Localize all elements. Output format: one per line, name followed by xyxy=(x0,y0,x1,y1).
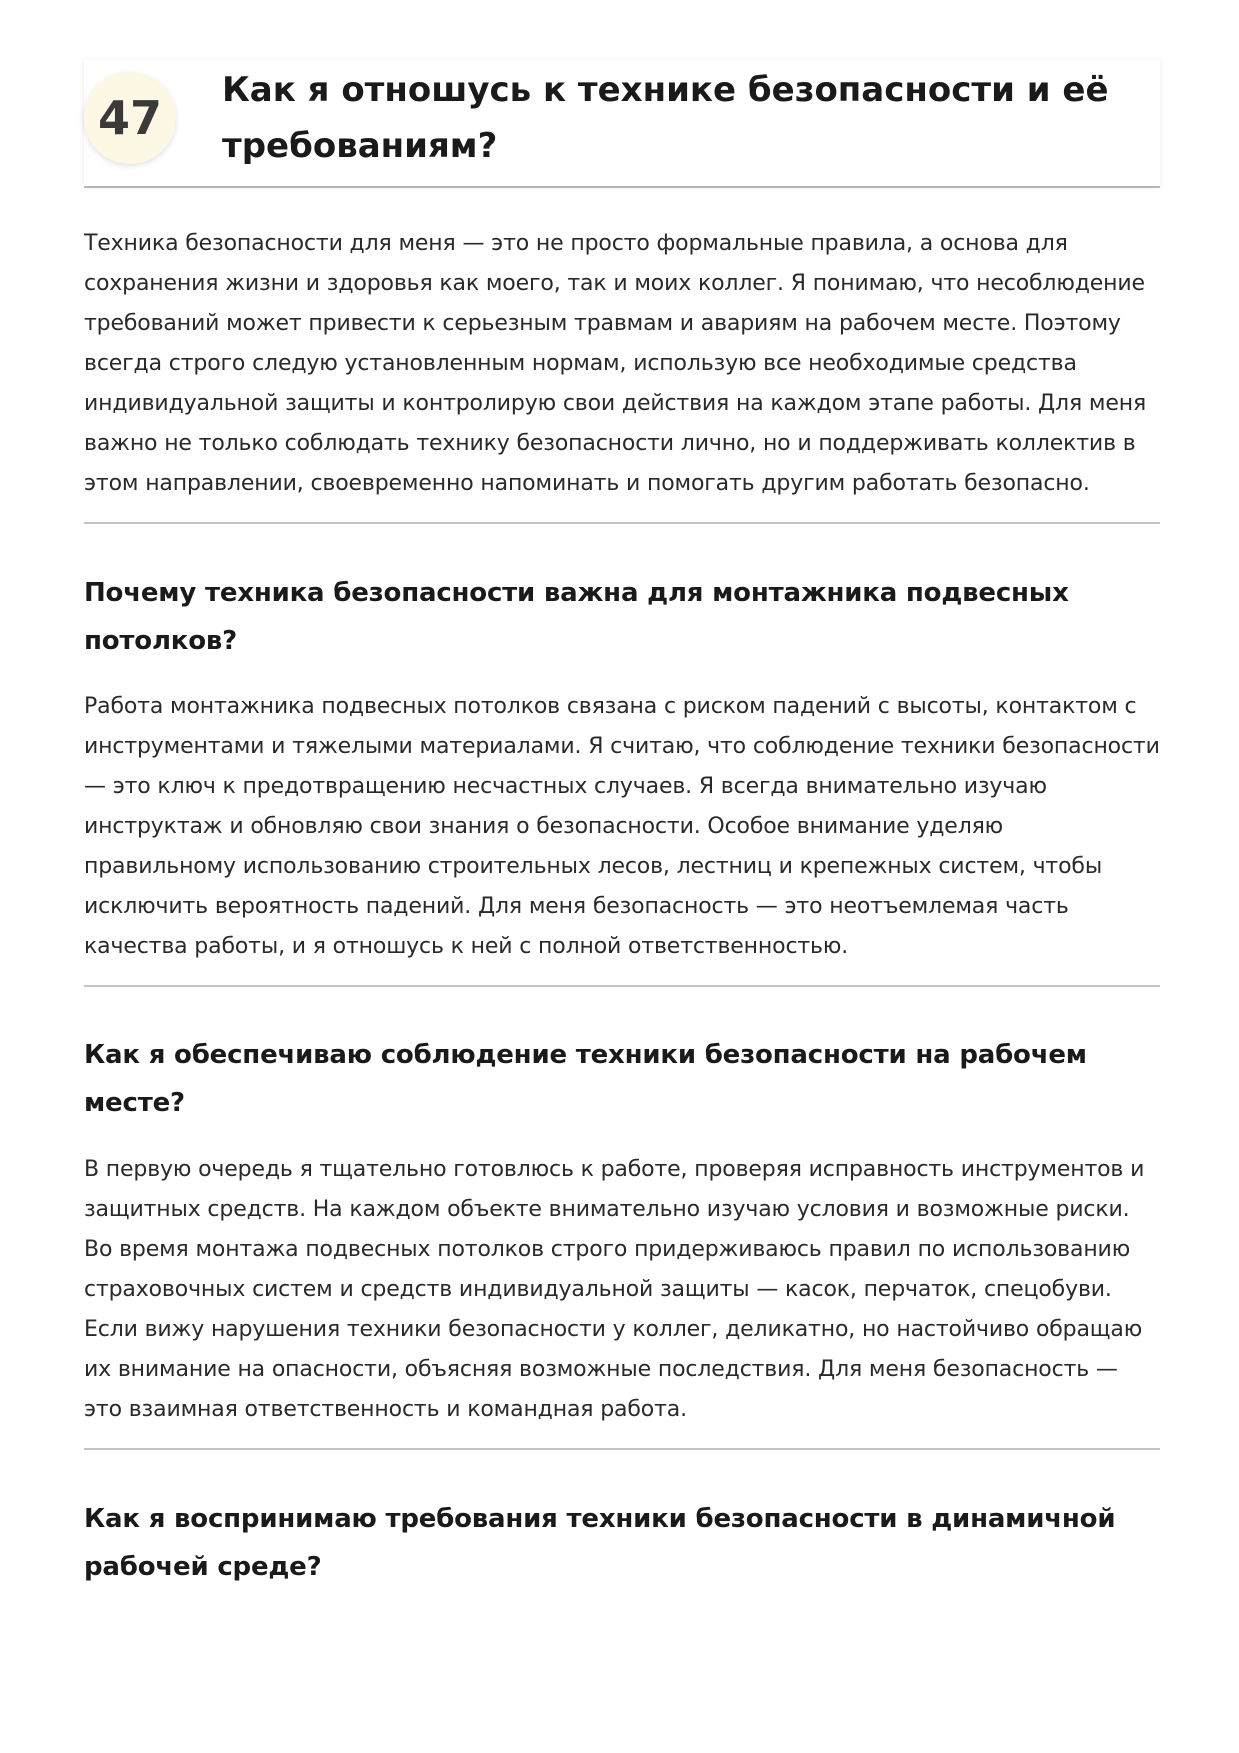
page xyxy=(84,60,1160,1591)
section-paragraph: В первую очередь я тщательно готовлюсь к работе, проверяя исправность инструментов и защитных средств. На каждом объекте внимательно изучаю условия и возможные риски. Во время монтажа подвесных потолков строго придерживаюсь правил по использованию страховочных систем и средств индивидуальной защиты — касок, перчаток, спецобуви. Если вижу нарушения техники безопасности у коллег, деликатно, но настойчиво обращаю их внимание на опасности, объясняя возможные последствия. Для меня безопасность — это взаимная ответственность и командная работа. xyxy=(84,1157,1145,1422)
section-title: Как я обеспечиваю соблюдение техники безопасности на рабочем месте? xyxy=(84,1040,1087,1118)
intro-paragraph: Техника безопасности для меня — это не просто формальные правила, а основа для сохранения жизни и здоровья как моего, так и моих коллег. Я понимаю, что несоблюдение требований может привести к серьезным травмам и авариям на рабочем месте. Поэтому всегда строго следую установленным нормам, использую все необходимые средства индивидуальной защиты и контролирую свои действия на каждом этапе работы. Для меня важно не только соблюдать технику безопасности лично, но и поддерживать коллектив в этом направлении, своевременно напоминать и помогать другим работать безопасно. xyxy=(84,231,1147,496)
section-paragraph: Работа монтажника подвесных потолков связана с риском падений с высоты, контактом с инструментами и тяжелыми материалами. Я считаю, что соблюдение техники безопасности — это ключ к предотвращению несчастных случаев. Я всегда внимательно изучаю инструктаж и обновляю свои знания о безопасности. Особое внимание уделяю правильному использованию строительных лесов, лестниц и крепежных систем, чтобы исключить вероятность падений. Для меня безопасность — это неотъемлемая часть качества работы, и я отношусь к ней с полной ответственностью. xyxy=(84,694,1160,959)
question-number-badge: 47 xyxy=(84,72,176,164)
section-title: Почему техника безопасности важна для монтажника подвесных потолков? xyxy=(84,578,1069,656)
question-title: Как я отношусь к технике безопасности и её требованиям? xyxy=(222,70,1109,166)
question-header xyxy=(84,60,1160,186)
section-title: Как я воспринимаю требования техники безопасности в динамичной рабочей среде? xyxy=(84,1504,1116,1582)
